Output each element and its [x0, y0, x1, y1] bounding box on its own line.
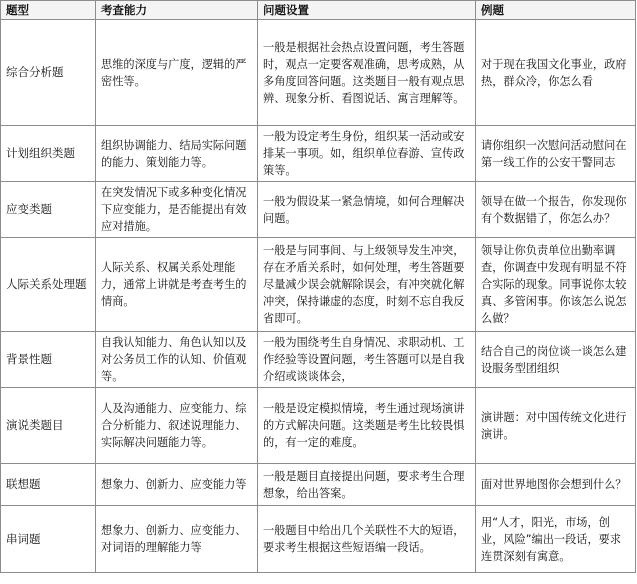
cell-ability: 想象力、创新力、应变能力等: [96, 464, 258, 506]
cell-type: 背景性题: [1, 332, 96, 388]
table-row: [1, 20, 636, 126]
cell-example: 请你组织一次慰问活动慰问在第一线工作的公安干警同志: [476, 126, 636, 182]
cell-type: 应变类题: [1, 182, 96, 238]
cell-setting: 一般是与同事间、与上级领导发生冲突，存在矛盾关系时，如何处理，考生答题要尽量减少误会就解除误会，有冲突就化解冲突，保持谦虚的态度，时刻不忘自我反省即可。: [258, 238, 476, 332]
cell-example: 领导让你负责单位出勤率调查，你调查中发现有明显不符合实际的现象。同事说你太较真、多管闲事。你该怎么说怎么做？: [476, 238, 636, 332]
table-row: [1, 332, 636, 388]
header-setting: 问题设置: [258, 1, 476, 20]
cell-type: 串词题: [1, 506, 96, 573]
cell-ability: 思维的深度与广度，逻辑的严密性等。: [96, 20, 258, 126]
cell-setting: 一般为设定考生身份，组织某一活动或安排某一事项。如，组织单位春游、宣传政策等。: [258, 126, 476, 182]
cell-example: 演讲题：对中国传统文化进行演讲。: [476, 388, 636, 464]
cell-example: 领导在做一个报告，你发现你有个数据错了，你怎么办？: [476, 182, 636, 238]
cell-setting: 一般为假设某一紧急情境，如何合理解决问题。: [258, 182, 476, 238]
cell-example: 面对世界地图你会想到什么？: [476, 464, 636, 506]
cell-setting: 一般是题目直接提出问题，要求考生合理想象，给出答案。: [258, 464, 476, 506]
cell-ability: 人际关系、权属关系处理能力，通常上讲就是考查考生的情商。: [96, 238, 258, 332]
header-type: 题型: [1, 1, 96, 20]
header-ability: 考查能力: [96, 1, 258, 20]
cell-setting: 一般是根据社会热点设置问题，考生答题时，观点一定要客观准确，思考成熟，从多角度回答问题。这类题目一般有观点思辨、现象分析、看图说话、寓言理解等。: [258, 20, 476, 126]
cell-ability: 想象力、创新力、应变能力、对词语的理解能力等: [96, 506, 258, 573]
table-row: [1, 464, 636, 506]
table-row: [1, 388, 636, 464]
cell-type: 综合分析题: [1, 20, 96, 126]
cell-type: 计划组织类题: [1, 126, 96, 182]
cell-setting: 一般是设定模拟情境，考生通过现场演讲的方式解决问题。这类题是考生比较畏惧的，有一定的难度。: [258, 388, 476, 464]
cell-type: 联想题: [1, 464, 96, 506]
cell-setting: 一般题目中给出几个关联性不大的短语，要求考生根据这些短语编一段话。: [258, 506, 476, 573]
cell-ability: 人及沟通能力、应变能力、综合分析能力、叙述说理能力、实际解决问题能力等。: [96, 388, 258, 464]
table-row: [1, 506, 636, 573]
header-example: 例题: [476, 1, 636, 20]
table-row: [1, 238, 636, 332]
cell-example: 用“人才，阳光，市场，创业，风险”编出一段话，要求连贯深刻有寓意。: [476, 506, 636, 573]
table-row: [1, 126, 636, 182]
cell-example: 结合自己的岗位谈一谈怎么建设服务型团组织: [476, 332, 636, 388]
cell-example: 对于现在我国文化事业，政府热，群众冷，你怎么看: [476, 20, 636, 126]
cell-type: 演说类题目: [1, 388, 96, 464]
cell-ability: 自我认知能力、角色认知以及对公务员工作的认知、价值观等。: [96, 332, 258, 388]
cell-type: 人际关系处理题: [1, 238, 96, 332]
cell-ability: 组织协调能力、结局实际问题的能力、策划能力等。: [96, 126, 258, 182]
cell-setting: 一般为围绕考生自身情况、求职动机、工作经验等设置问题，考生答题可以是自我介绍或谈谈体会，: [258, 332, 476, 388]
table-row: [1, 182, 636, 238]
cell-ability: 在突发情况下或多种变化情况下应变能力，是否能提出有效应对措施。: [96, 182, 258, 238]
table-header-row: [1, 1, 636, 20]
